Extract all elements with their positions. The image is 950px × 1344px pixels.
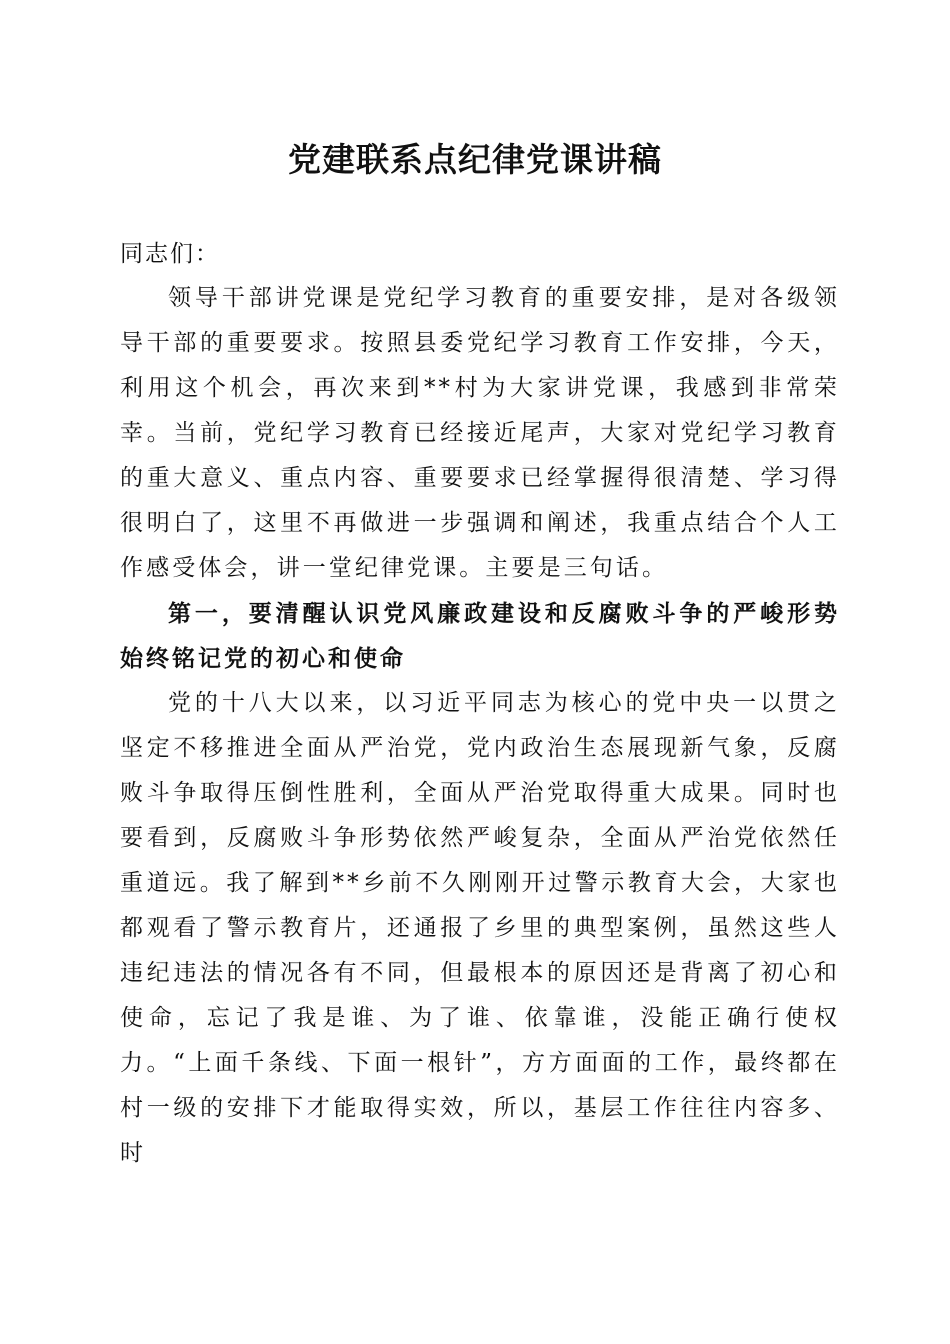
document-body [120,232,840,1176]
salutation: 同志们： [120,241,220,267]
intro-paragraph: 领导干部讲党课是党纪学习教育的重要安排，是对各级领导干部的重要要求。按照县委党纪学习教育工作安排，今天，利用这个机会，再次来到**村为大家讲党课，我感到非常荣幸。当前，党纪学习教育已经接近尾声，大家对党纪学习教育的重大意义、重点内容、重要要求已经掌握得很清楚、学习得很明白了，这里不再做进一步强调和阐述，我重点结合个人工作感受体会，讲一堂纪律党课。主要是三句话。 [120,285,840,581]
section-1-paragraph: 党的十八大以来，以习近平同志为核心的党中央一以贯之坚定不移推进全面从严治党，党内政治生态展现新气象，反腐败斗争取得压倒性胜利，全面从严治党取得重大成果。同时也要看到，反腐败斗争形势依然严峻复杂，全面从严治党依然任重道远。我了解到**乡前不久刚刚开过警示教育大会，大家也都观看了警示教育片，还通报了乡里的典型案例，虽然这些人违纪违法的情况各有不同，但最根本的原因还是背离了初心和使命，忘记了我是谁、为了谁、依靠谁，没能正确行使权力。“上面千条线、下面一根针”，方方面面的工作，最终都在村一级的安排下才能取得实效，所以，基层工作往往内容多、时 [120,690,840,1166]
section-heading-1: 第一，要清醒认识党风廉政建设和反腐败斗争的严峻形势始终铭记党的初心和使命 [120,600,840,672]
document-title: 党建联系点纪律党课讲稿 [288,140,662,179]
